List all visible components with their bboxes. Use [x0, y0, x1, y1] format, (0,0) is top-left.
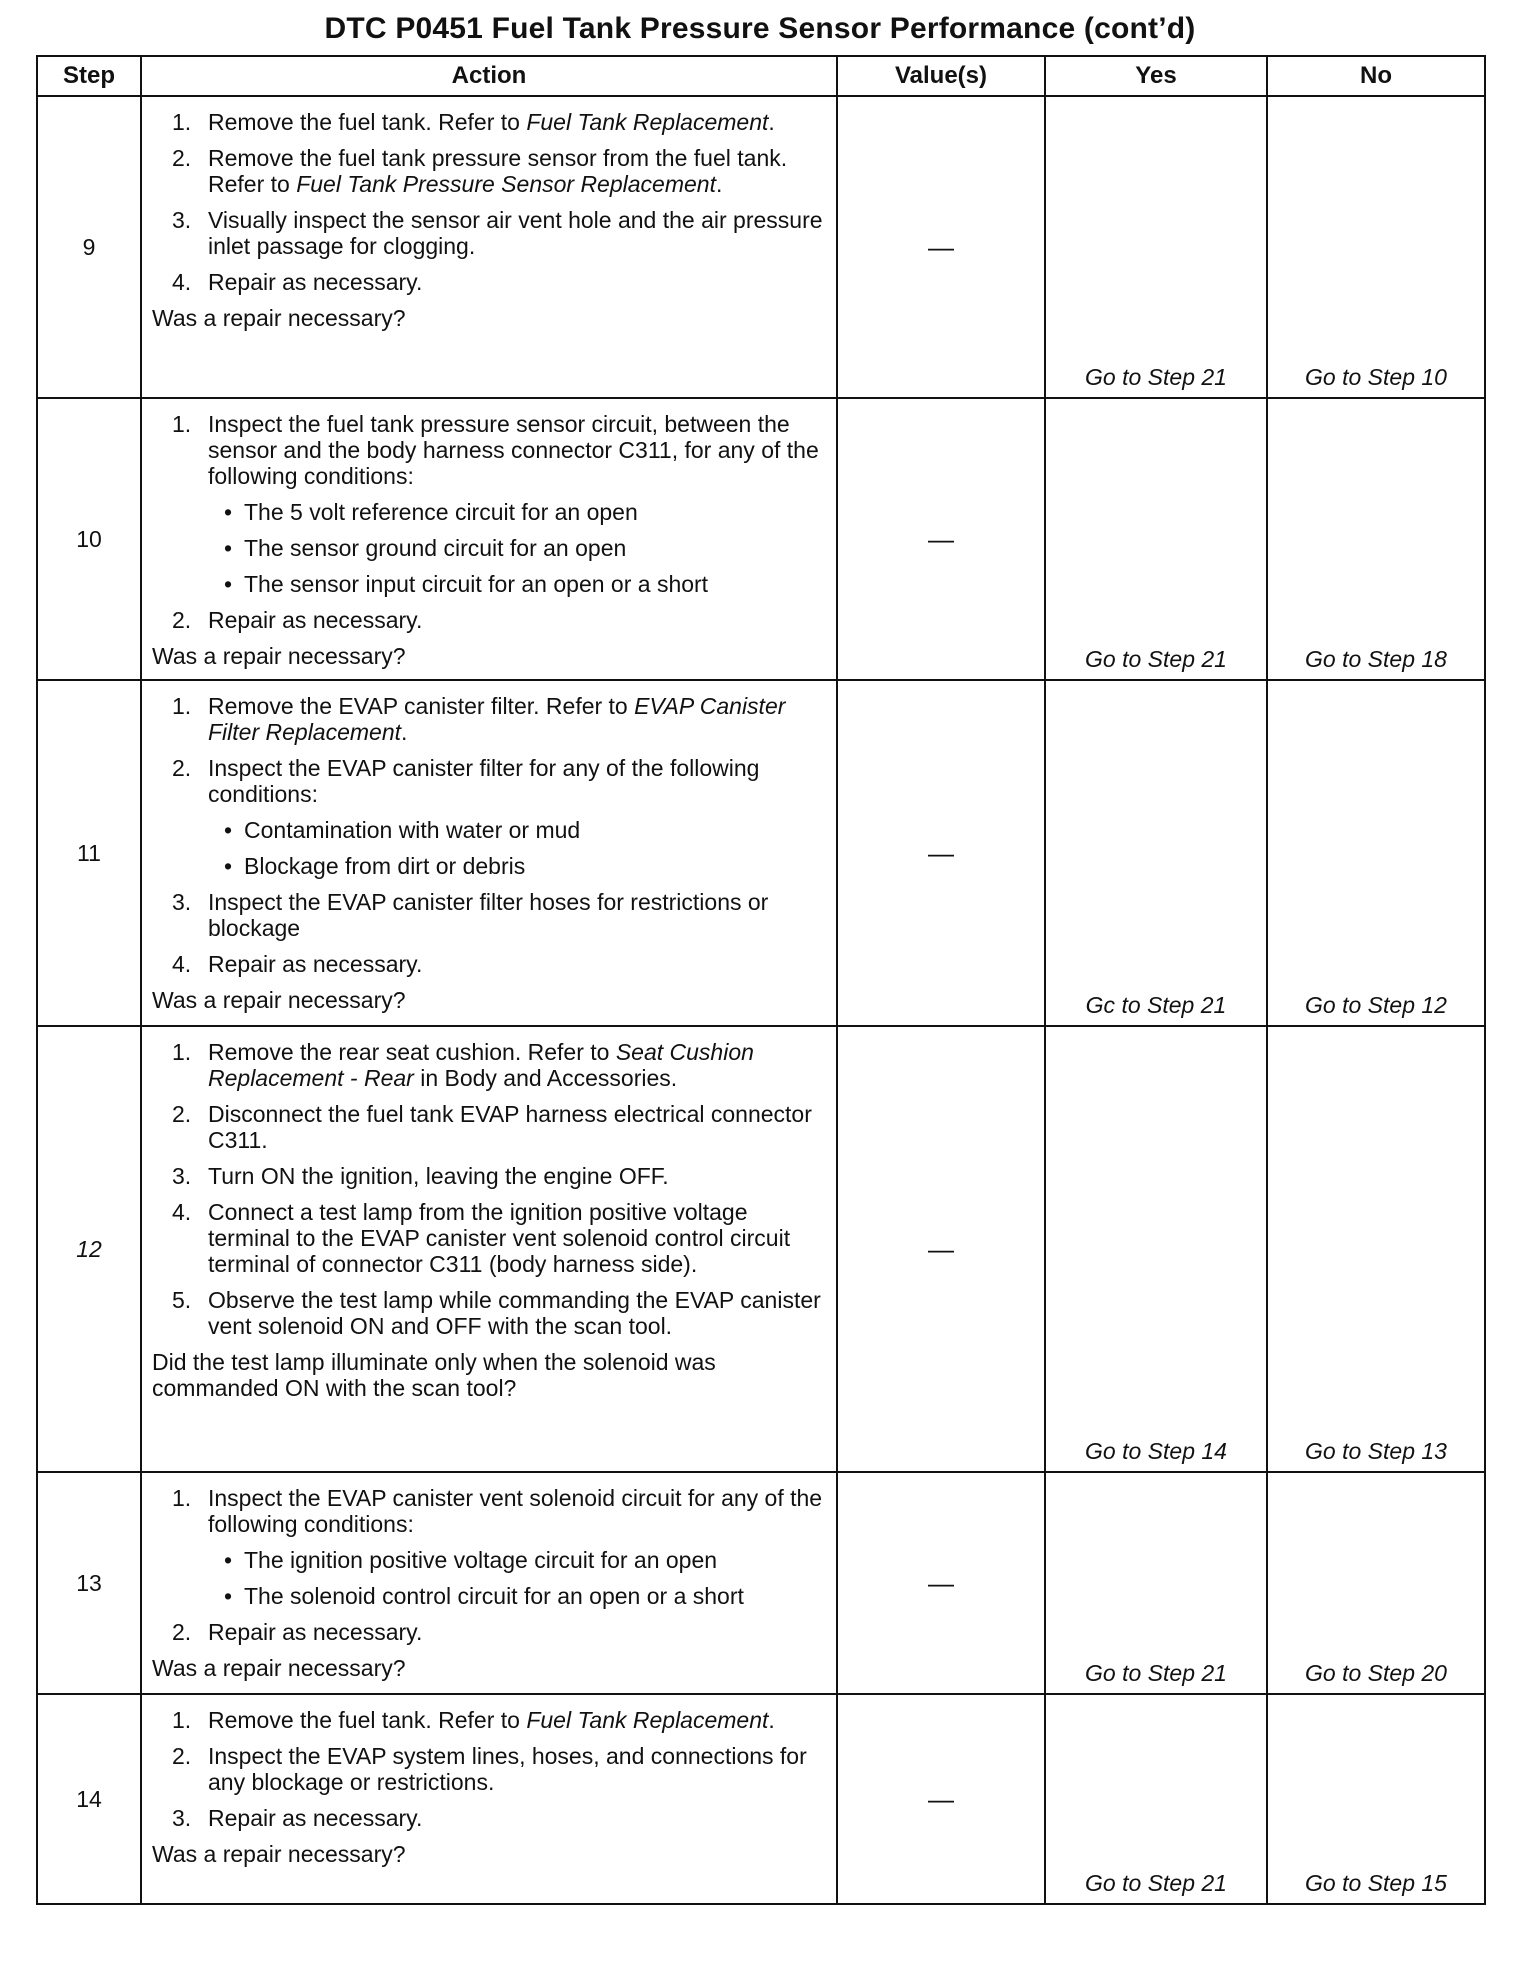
item-number: 2.	[172, 145, 192, 171]
item-text: Inspect the EVAP system lines, hoses, and connections for any blockage or restrictions.	[208, 1743, 807, 1795]
item-text: Inspect the fuel tank pressure sensor circuit, between the sensor and the body harness connector C311, for any of the following conditions:	[208, 411, 819, 489]
item-text-wrap	[208, 1039, 826, 1091]
question-text: Did the test lamp illuminate only when the solenoid was commanded ON with the scan tool?	[152, 1349, 716, 1401]
item-number: 3.	[172, 1163, 192, 1189]
step-number: 11	[37, 680, 141, 1026]
item-text-wrap	[208, 889, 826, 941]
bullet-icon: •	[224, 1547, 233, 1573]
value-cell: —	[837, 1472, 1045, 1694]
reference-link: Fuel Tank Pressure Sensor Replacement	[296, 171, 716, 197]
bullet-item	[224, 571, 826, 597]
step-number: 12	[37, 1026, 141, 1472]
item-text-wrap	[208, 145, 826, 197]
numbered-item	[172, 1163, 826, 1189]
bullet-icon: •	[224, 853, 233, 879]
value-cell: —	[837, 96, 1045, 398]
bullet-icon: •	[224, 817, 233, 843]
step-number: 10	[37, 398, 141, 680]
numbered-item	[172, 269, 826, 295]
diagnostic-table	[36, 55, 1486, 1905]
action-cell	[141, 398, 837, 680]
header-action: Action	[141, 56, 837, 96]
item-text-wrap	[208, 951, 826, 977]
reference-link: Fuel Tank Replacement	[526, 109, 769, 135]
bullet-item	[224, 535, 826, 561]
numbered-item	[172, 1707, 826, 1733]
bullet-text: Contamination with water or mud	[244, 817, 581, 843]
question-text: Was a repair necessary?	[152, 643, 406, 669]
item-text: Inspect the EVAP canister filter hoses for restrictions or blockage	[208, 889, 769, 941]
item-number: 5.	[172, 1287, 192, 1313]
bullet-item	[224, 1547, 826, 1573]
bullet-text: The sensor input circuit for an open or a short	[244, 571, 709, 597]
bullet-icon: •	[224, 499, 233, 525]
yes-cell: Go to Step 14	[1045, 1026, 1267, 1472]
item-number: 2.	[172, 1619, 192, 1645]
item-number: 1.	[172, 1485, 192, 1511]
numbered-item	[172, 1485, 826, 1537]
yes-cell: Go to Step 21	[1045, 1694, 1267, 1904]
item-text: Disconnect the fuel tank EVAP harness electrical connector C311.	[208, 1101, 812, 1153]
numbered-item	[172, 145, 826, 197]
value-cell: —	[837, 680, 1045, 1026]
item-number: 2.	[172, 1743, 192, 1769]
numbered-item	[172, 1287, 826, 1339]
yes-cell: Gc to Step 21	[1045, 680, 1267, 1026]
item-text-wrap	[208, 1707, 826, 1733]
item-text: Repair as necessary.	[208, 951, 423, 977]
item-text: Visually inspect the sensor air vent hole and the air pressure inlet passage for clogging.	[208, 207, 823, 259]
item-text-wrap	[208, 1101, 826, 1153]
reference-link: EVAP Canister Filter Replacement	[208, 693, 786, 745]
item-text-wrap	[208, 1485, 826, 1537]
bullet-icon: •	[224, 1583, 233, 1609]
value-cell: —	[837, 1694, 1045, 1904]
item-text-suffix: .	[401, 719, 408, 745]
no-cell: Go to Step 12	[1267, 680, 1485, 1026]
bullet-text: The solenoid control circuit for an open or a short	[244, 1583, 744, 1609]
table-row	[37, 1694, 1485, 1904]
item-text-wrap	[208, 1199, 826, 1277]
table-header-row	[37, 56, 1485, 96]
numbered-item	[172, 1805, 826, 1831]
header-step: Step	[37, 56, 141, 96]
item-number: 3.	[172, 1805, 192, 1831]
bullet-text: The 5 volt reference circuit for an open	[244, 499, 638, 525]
item-number: 1.	[172, 693, 192, 719]
numbered-item	[172, 607, 826, 633]
numbered-item	[172, 1199, 826, 1277]
item-number: 1.	[172, 411, 192, 437]
question-text: Was a repair necessary?	[152, 987, 406, 1013]
item-text: Repair as necessary.	[208, 269, 423, 295]
item-number: 3.	[172, 207, 192, 233]
yes-cell: Go to Step 21	[1045, 96, 1267, 398]
action-cell	[141, 96, 837, 398]
item-text: Turn ON the ignition, leaving the engine OFF.	[208, 1163, 669, 1189]
value-cell: —	[837, 1026, 1045, 1472]
item-number: 2.	[172, 1101, 192, 1127]
reference-link: Fuel Tank Replacement	[526, 1707, 769, 1733]
numbered-item	[172, 109, 826, 135]
numbered-item	[172, 411, 826, 489]
item-text-suffix: .	[768, 109, 775, 135]
numbered-item	[172, 207, 826, 259]
item-text: Remove the EVAP canister filter. Refer to	[208, 693, 635, 719]
item-text-wrap	[208, 607, 826, 633]
item-text: Inspect the EVAP canister vent solenoid circuit for any of the following conditions:	[208, 1485, 823, 1537]
item-text: Remove the fuel tank. Refer to	[208, 1707, 527, 1733]
item-number: 1.	[172, 109, 192, 135]
no-cell: Go to Step 13	[1267, 1026, 1485, 1472]
table-row	[37, 680, 1485, 1026]
item-text: Remove the rear seat cushion. Refer to	[208, 1039, 616, 1065]
table-row	[37, 1472, 1485, 1694]
no-cell: Go to Step 20	[1267, 1472, 1485, 1694]
bullet-text: The sensor ground circuit for an open	[244, 535, 627, 561]
item-text: Remove the fuel tank. Refer to	[208, 109, 527, 135]
item-text: Connect a test lamp from the ignition positive voltage terminal to the EVAP canister vent solenoid control circuit terminal of connector C311 (body harness side).	[208, 1199, 791, 1277]
item-text-suffix: .	[715, 171, 723, 197]
item-text-suffix: .	[768, 1707, 775, 1733]
numbered-item	[172, 693, 826, 745]
item-text-wrap	[208, 1743, 826, 1795]
item-number: 4.	[172, 951, 192, 977]
item-number: 2.	[172, 607, 192, 633]
item-number: 3.	[172, 889, 192, 915]
item-text-wrap	[208, 1619, 826, 1645]
item-text: Inspect the EVAP canister filter for any of the following conditions:	[208, 755, 760, 807]
step-number: 13	[37, 1472, 141, 1694]
item-text: Observe the test lamp while commanding the EVAP canister vent solenoid ON and OFF with the scan tool.	[208, 1287, 821, 1339]
item-text-wrap	[208, 109, 826, 135]
header-values: Value(s)	[837, 56, 1045, 96]
reference-link: Seat Cushion Replacement - Rear	[208, 1039, 754, 1091]
value-cell: —	[837, 398, 1045, 680]
question-text: Was a repair necessary?	[152, 1655, 406, 1681]
item-text: Repair as necessary.	[208, 1619, 423, 1645]
item-text-wrap	[208, 1163, 826, 1189]
numbered-item	[172, 755, 826, 807]
bullet-icon: •	[224, 571, 233, 597]
numbered-item	[172, 1101, 826, 1153]
item-number: 2.	[172, 755, 192, 781]
numbered-item	[172, 889, 826, 941]
item-text-wrap	[208, 693, 826, 745]
step-number: 14	[37, 1694, 141, 1904]
header-no: No	[1267, 56, 1485, 96]
bullet-text: Blockage from dirt or debris	[244, 853, 526, 879]
action-cell	[141, 1472, 837, 1694]
bullet-item	[224, 1583, 826, 1609]
item-text-wrap	[208, 207, 826, 259]
item-text-wrap	[208, 1287, 826, 1339]
item-number: 1.	[172, 1707, 192, 1733]
table-row	[37, 398, 1485, 680]
numbered-item	[172, 1039, 826, 1091]
item-number: 1.	[172, 1039, 192, 1065]
item-text-wrap	[208, 1805, 826, 1831]
item-text: Repair as necessary.	[208, 607, 423, 633]
action-cell	[141, 1026, 837, 1472]
question-text: Was a repair necessary?	[152, 305, 406, 331]
no-cell: Go to Step 10	[1267, 96, 1485, 398]
step-number: 9	[37, 96, 141, 398]
action-cell	[141, 680, 837, 1026]
item-text-suffix: in Body and Accessories.	[413, 1065, 678, 1091]
bullet-item	[224, 853, 826, 879]
yes-cell: Go to Step 21	[1045, 1472, 1267, 1694]
item-number: 4.	[172, 269, 192, 295]
item-text-wrap	[208, 269, 826, 295]
numbered-item	[172, 1619, 826, 1645]
action-cell	[141, 1694, 837, 1904]
no-cell: Go to Step 18	[1267, 398, 1485, 680]
no-cell: Go to Step 15	[1267, 1694, 1485, 1904]
item-text: Remove the fuel tank pressure sensor from the fuel tank. Refer to	[208, 145, 788, 197]
bullet-item	[224, 817, 826, 843]
bullet-text: The ignition positive voltage circuit for an open	[244, 1547, 718, 1573]
bullet-item	[224, 499, 826, 525]
page-title: DTC P0451 Fuel Tank Pressure Sensor Performance (cont’d)	[324, 12, 1196, 45]
header-yes: Yes	[1045, 56, 1267, 96]
yes-cell: Go to Step 21	[1045, 398, 1267, 680]
item-text-wrap	[208, 411, 826, 489]
bullet-icon: •	[224, 535, 233, 561]
item-number: 4.	[172, 1199, 192, 1225]
numbered-item	[172, 951, 826, 977]
table-row	[37, 96, 1485, 398]
item-text: Repair as necessary.	[208, 1805, 423, 1831]
item-text-wrap	[208, 755, 826, 807]
numbered-item	[172, 1743, 826, 1795]
table-row	[37, 1026, 1485, 1472]
question-text: Was a repair necessary?	[152, 1841, 406, 1867]
